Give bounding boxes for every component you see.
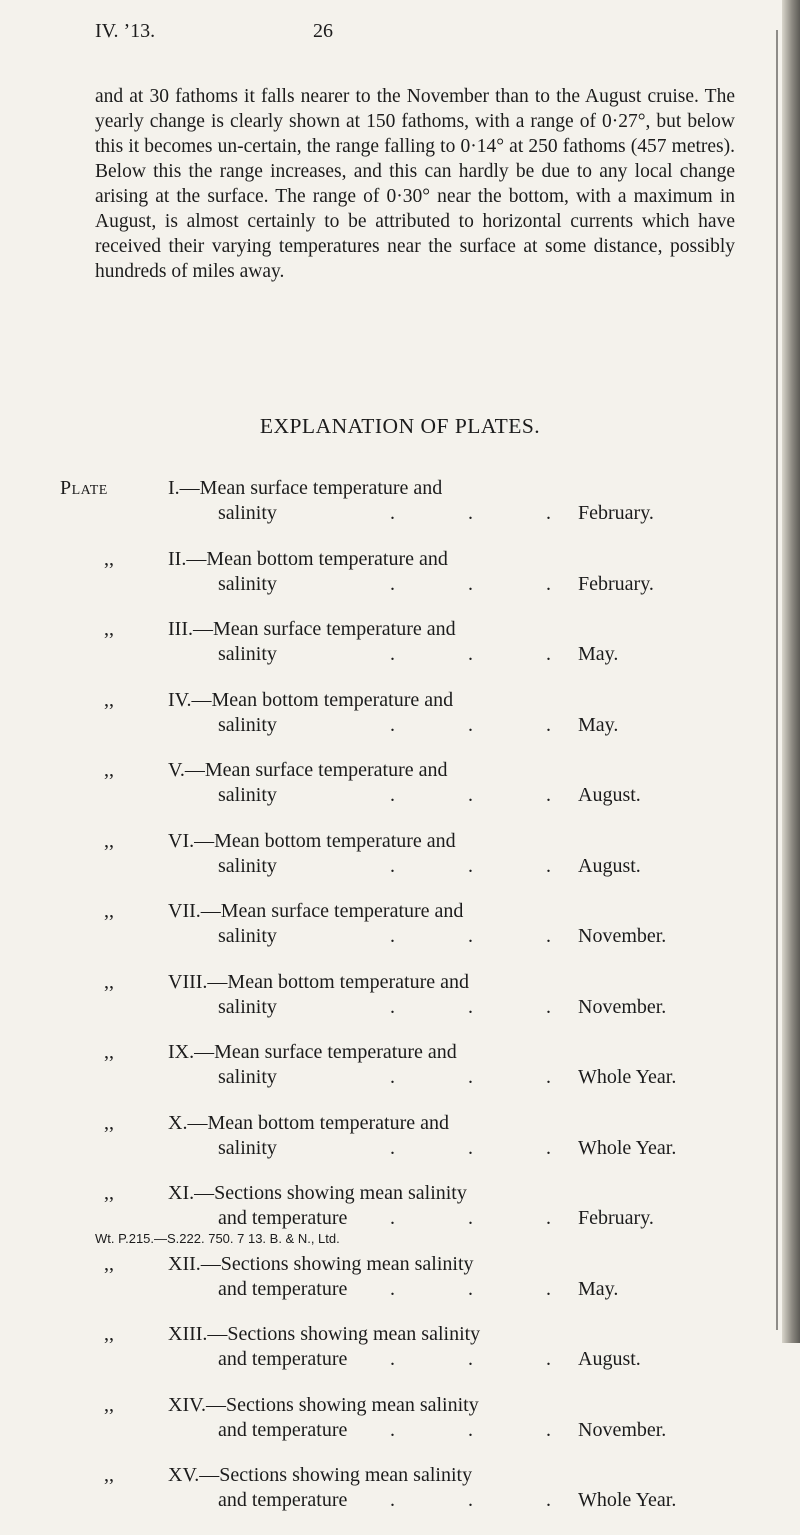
plate-entry <box>0 1112 800 1183</box>
plate-title-continuation: and temperature <box>218 1348 348 1370</box>
plate-entry <box>0 830 800 901</box>
ditto-mark: ,, <box>104 970 114 993</box>
plate-period: November. <box>578 925 667 947</box>
leader-dots: . . . <box>390 925 585 947</box>
plate-entry <box>0 477 800 548</box>
leader-dots: . . . <box>390 995 585 1018</box>
plate-title: IV.—Mean bottom temperature and <box>168 688 454 711</box>
plate-title-continuation: salinity <box>218 502 277 524</box>
plate-title-continuation: salinity <box>218 854 277 877</box>
ditto-mark: ,, <box>104 1041 114 1063</box>
ditto-mark: ,, <box>104 547 114 570</box>
ditto-mark: ,, <box>104 1111 114 1134</box>
plate-title: IX.—Mean surface temperature and <box>168 1041 457 1063</box>
ditto-mark: ,, <box>104 1323 114 1345</box>
plate-period: November. <box>578 1418 667 1441</box>
plate-entry <box>0 900 800 971</box>
plate-title-continuation: salinity <box>218 643 277 665</box>
plate-period: November. <box>578 995 667 1018</box>
plate-entry <box>0 1253 800 1324</box>
printer-imprint: Wt. P.215.—S.222. 750. 7 13. B. & N., Ltd. <box>95 1231 340 1246</box>
ditto-mark: ,, <box>104 900 114 922</box>
volume-label: IV. ’13. <box>95 20 156 42</box>
plate-entry <box>0 618 800 689</box>
plate-period: Whole Year. <box>578 1489 677 1511</box>
plate-title: III.—Mean surface temperature and <box>168 618 456 640</box>
plate-title-continuation: and temperature <box>218 1418 348 1441</box>
plate-entry <box>0 1041 800 1112</box>
plate-title: V.—Mean surface temperature and <box>168 759 448 781</box>
plate-entry <box>0 971 800 1042</box>
plate-title-continuation: salinity <box>218 995 277 1018</box>
leader-dots: . . . <box>390 1489 585 1511</box>
plate-title: VIII.—Mean bottom temperature and <box>168 970 470 993</box>
plate-period: May. <box>578 1277 619 1300</box>
plate-title-continuation: salinity <box>218 784 277 806</box>
plate-entry <box>0 759 800 830</box>
plate-title-continuation: and temperature <box>218 1489 348 1511</box>
ditto-mark: ,, <box>104 1464 114 1486</box>
leader-dots: . . . <box>390 1136 585 1159</box>
running-header <box>95 18 735 52</box>
leader-dots: . . . <box>390 1348 585 1370</box>
plate-period: August. <box>578 854 641 877</box>
leader-dots: . . . <box>390 572 585 595</box>
body-paragraph: and at 30 fathoms it falls nearer to the November than to the August cruise. The yearly change is clearly shown at 150 fathoms, with a range of 0·27°, but below this it becomes un-certain, the range falling to 0·14° at 250 fathoms (457 metres). Below this the range increases, and this can hardly be due to any local change arising at the surface. The range of 0·30° near the bottom, with a maximum in August, is almost certainly to be attributed to horizontal currents which have received their varying temperatures near the surface at some distance, possibly hundreds of miles away. <box>95 86 735 282</box>
plate-title: XIV.—Sections showing mean salinity <box>168 1393 479 1416</box>
ditto-mark: ,, <box>104 618 114 640</box>
ditto-mark: ,, <box>104 1252 114 1275</box>
plate-period: Whole Year. <box>578 1136 677 1159</box>
leader-dots: . . . <box>390 1207 585 1229</box>
leader-dots: . . . <box>390 502 585 524</box>
plate-title: II.—Mean bottom temperature and <box>168 547 448 570</box>
plate-title: XII.—Sections showing mean salinity <box>168 1252 474 1275</box>
plate-title: VI.—Mean bottom temperature and <box>168 829 456 852</box>
leader-dots: . . . <box>390 784 585 806</box>
plate-column-label: Plate <box>60 477 108 499</box>
plate-title: VII.—Mean surface temperature and <box>168 900 464 922</box>
ditto-mark: ,, <box>104 1393 114 1416</box>
plate-entry <box>0 1394 800 1465</box>
ditto-mark: ,, <box>104 1182 114 1204</box>
plate-title-continuation: salinity <box>218 1066 277 1088</box>
plate-title: XV.—Sections showing mean salinity <box>168 1464 473 1486</box>
plate-title-continuation: salinity <box>218 572 277 595</box>
ditto-mark: ,, <box>104 829 114 852</box>
ditto-mark: ,, <box>104 759 114 781</box>
plate-period: February. <box>578 572 654 595</box>
leader-dots: . . . <box>390 1066 585 1088</box>
plate-title: XI.—Sections showing mean salinity <box>168 1182 467 1204</box>
plate-title-continuation: salinity <box>218 925 277 947</box>
leader-dots: . . . <box>390 1277 585 1300</box>
plate-period: February. <box>578 1207 654 1229</box>
plate-period: February. <box>578 502 654 524</box>
leader-dots: . . . <box>390 713 585 736</box>
plate-entry <box>0 1464 800 1535</box>
plate-title-continuation: and temperature <box>218 1207 348 1229</box>
plate-entry <box>0 548 800 619</box>
plate-period: May. <box>578 643 619 665</box>
plate-entry <box>0 689 800 760</box>
ditto-mark: ,, <box>104 688 114 711</box>
plate-period: August. <box>578 784 641 806</box>
plate-entry <box>0 1323 800 1394</box>
plate-title: XIII.—Sections showing mean salinity <box>168 1323 481 1345</box>
plates-list <box>0 477 800 1535</box>
page-number: 26 <box>313 20 333 42</box>
plate-title-continuation: salinity <box>218 713 277 736</box>
plate-title: I.—Mean surface temperature and <box>168 477 443 499</box>
plate-title-continuation: salinity <box>218 1136 277 1159</box>
plate-period: May. <box>578 713 619 736</box>
plate-title: X.—Mean bottom temperature and <box>168 1111 450 1134</box>
leader-dots: . . . <box>390 643 585 665</box>
plate-period: Whole Year. <box>578 1066 677 1088</box>
leader-dots: . . . <box>390 854 585 877</box>
leader-dots: . . . <box>390 1418 585 1441</box>
plate-period: August. <box>578 1348 641 1370</box>
plate-title-continuation: and temperature <box>218 1277 348 1300</box>
section-heading: EXPLANATION OF PLATES. <box>259 414 541 438</box>
